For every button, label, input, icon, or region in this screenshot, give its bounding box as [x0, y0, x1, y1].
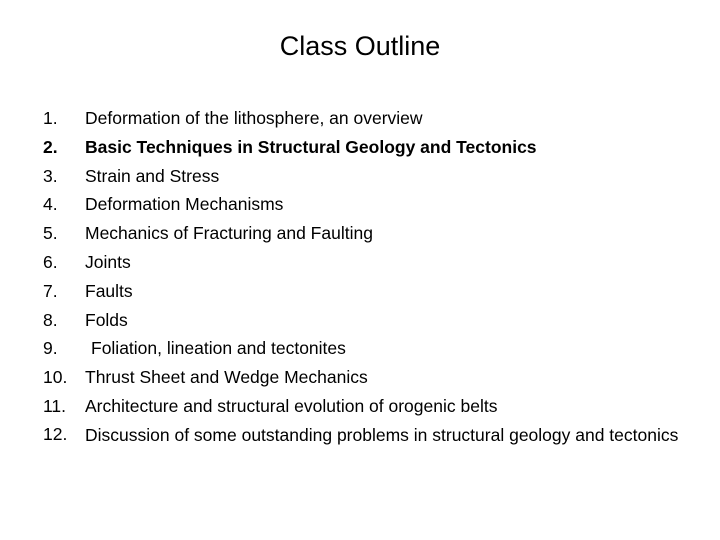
item-number: 12. [43, 423, 68, 444]
list-item [43, 392, 693, 421]
list-item [43, 104, 693, 133]
item-number: 5. [43, 223, 58, 244]
list-item [43, 133, 693, 162]
item-text: Foliation, lineation and tectonites [91, 338, 346, 359]
list-item [43, 219, 693, 248]
list-item [43, 162, 693, 191]
item-text: Deformation of the lithosphere, an overview [85, 108, 423, 128]
outline-list [43, 104, 693, 448]
item-text: Basic Techniques in Structural Geology and Tectonics [85, 136, 537, 157]
item-number: 2. [43, 136, 58, 157]
list-item [43, 421, 693, 448]
item-text: Folds [85, 309, 128, 330]
item-number: 7. [43, 280, 58, 301]
item-text: Faults [85, 280, 133, 301]
item-text: Architecture and structural evolution of orogenic belts [85, 395, 498, 416]
item-number: 3. [43, 165, 58, 186]
item-text: Thrust Sheet and Wedge Mechanics [85, 367, 368, 388]
item-number: 9. [43, 338, 58, 359]
item-text: Joints [85, 251, 131, 272]
item-number: 10. [43, 367, 68, 388]
slide-title: Class Outline [279, 31, 441, 61]
item-number: 8. [43, 309, 58, 330]
item-text: Mechanics of Fracturing and Faulting [85, 223, 373, 244]
item-number: 4. [43, 194, 58, 215]
list-item [43, 306, 693, 335]
list-item [43, 277, 693, 306]
item-number: 11. [43, 395, 67, 416]
item-text: Discussion of some outstanding problems in structural geology and tectonics [85, 424, 679, 445]
item-text: Deformation Mechanisms [85, 194, 284, 215]
list-item [43, 334, 693, 363]
item-text: Strain and Stress [85, 165, 220, 186]
item-number: 6. [43, 251, 58, 272]
item-number: 1. [43, 108, 58, 128]
list-item [43, 248, 693, 277]
list-item [43, 363, 693, 392]
list-item [43, 190, 693, 219]
